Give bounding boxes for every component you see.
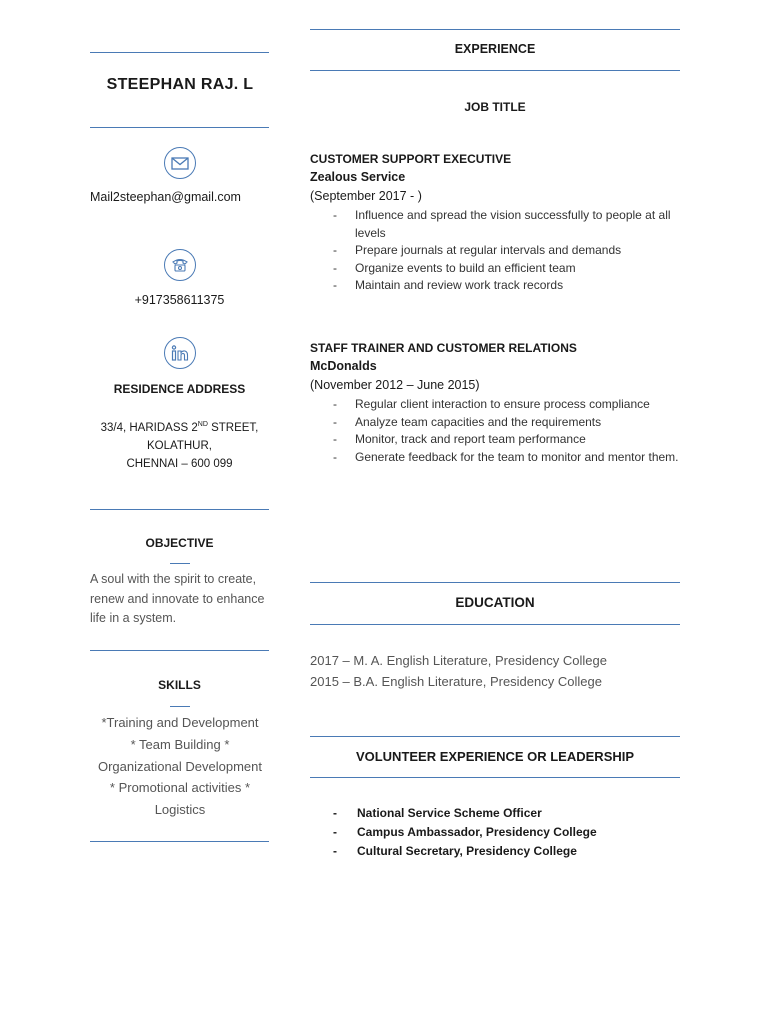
experience-title: EXPERIENCE	[454, 42, 536, 56]
skill-line: Logistics	[154, 802, 206, 818]
job-bullets	[310, 396, 680, 466]
skill-line: Organizational Development	[97, 758, 263, 774]
list-item: - Generate feedback for the team to monitor and mentor them.	[310, 449, 680, 467]
divider	[90, 841, 269, 842]
job-company: McDonalds	[310, 359, 377, 373]
job-entry	[310, 152, 680, 295]
list-item: - Analyze team capacities and the requirements	[310, 414, 680, 432]
phone-number[interactable]: +917358611375	[134, 293, 225, 307]
divider	[90, 52, 269, 53]
divider	[310, 29, 680, 30]
list-item: - Regular client interaction to ensure process compliance	[310, 396, 680, 414]
list-item: - Monitor, track and report team performance	[310, 431, 680, 449]
divider	[90, 509, 269, 510]
address-line-1: 33/4, HARIDASS 2ND STREET,	[100, 421, 259, 434]
divider	[310, 582, 680, 583]
divider	[310, 70, 680, 71]
phone-icon	[164, 249, 196, 281]
education-entry: 2015 – B.A. English Literature, Presidency College	[310, 674, 602, 689]
job-title-subheading: JOB TITLE	[464, 100, 526, 114]
list-item: - Campus Ambassador, Presidency College	[310, 823, 680, 842]
skill-line: *Training and Development	[101, 715, 259, 730]
volunteer-list	[310, 804, 680, 861]
skill-line: * Team Building *	[130, 736, 230, 752]
address-line-2: KOLATHUR,	[147, 439, 212, 452]
skill-line: * Promotional activities *	[109, 780, 251, 796]
list-item: - Organize events to build an efficient team	[310, 260, 680, 278]
divider	[90, 127, 269, 128]
job-period: (November 2012 – June 2015)	[310, 378, 480, 392]
list-item: - Prepare journals at regular intervals and demands	[310, 242, 680, 260]
education-entry: 2017 – M. A. English Literature, Presidency College	[310, 653, 608, 668]
divider	[310, 624, 680, 625]
divider	[310, 736, 680, 737]
list-item: - Maintain and review work track records	[310, 277, 680, 295]
job-period: (September 2017 - )	[310, 189, 422, 203]
residence-address-label: RESIDENCE ADDRESS	[113, 382, 246, 396]
title-underline	[170, 563, 190, 564]
objective-text: A soul with the spirit to create, renew and innovate to enhance life in a system.	[90, 572, 265, 625]
job-entry	[310, 341, 680, 466]
volunteer-title: VOLUNTEER EXPERIENCE OR LEADERSHIP	[355, 749, 635, 764]
divider	[310, 777, 680, 778]
objective-title: OBJECTIVE	[145, 536, 214, 550]
divider	[90, 650, 269, 651]
list-item: - Influence and spread the vision successfully to people at all levels	[310, 207, 680, 242]
mail-icon	[164, 147, 196, 179]
education-list	[310, 650, 680, 692]
job-position: STAFF TRAINER AND CUSTOMER RELATIONS	[310, 341, 577, 355]
education-title: EDUCATION	[455, 595, 535, 610]
title-underline	[170, 706, 190, 707]
list-item: - Cultural Secretary, Presidency College	[310, 842, 680, 861]
job-bullets	[310, 207, 680, 295]
skills-title: SKILLS	[158, 678, 201, 692]
email-address[interactable]: Mail2steephan@gmail.com	[90, 190, 241, 204]
residence-address	[90, 416, 269, 473]
address-line-3: CHENNAI – 600 099	[126, 457, 233, 470]
skills-list	[85, 712, 275, 821]
linkedin-icon[interactable]	[164, 337, 196, 369]
list-item: - National Service Scheme Officer	[310, 804, 680, 823]
job-company: Zealous Service	[310, 170, 406, 184]
job-position: CUSTOMER SUPPORT EXECUTIVE	[310, 152, 512, 166]
candidate-name: STEEPHAN RAJ. L	[106, 76, 254, 93]
